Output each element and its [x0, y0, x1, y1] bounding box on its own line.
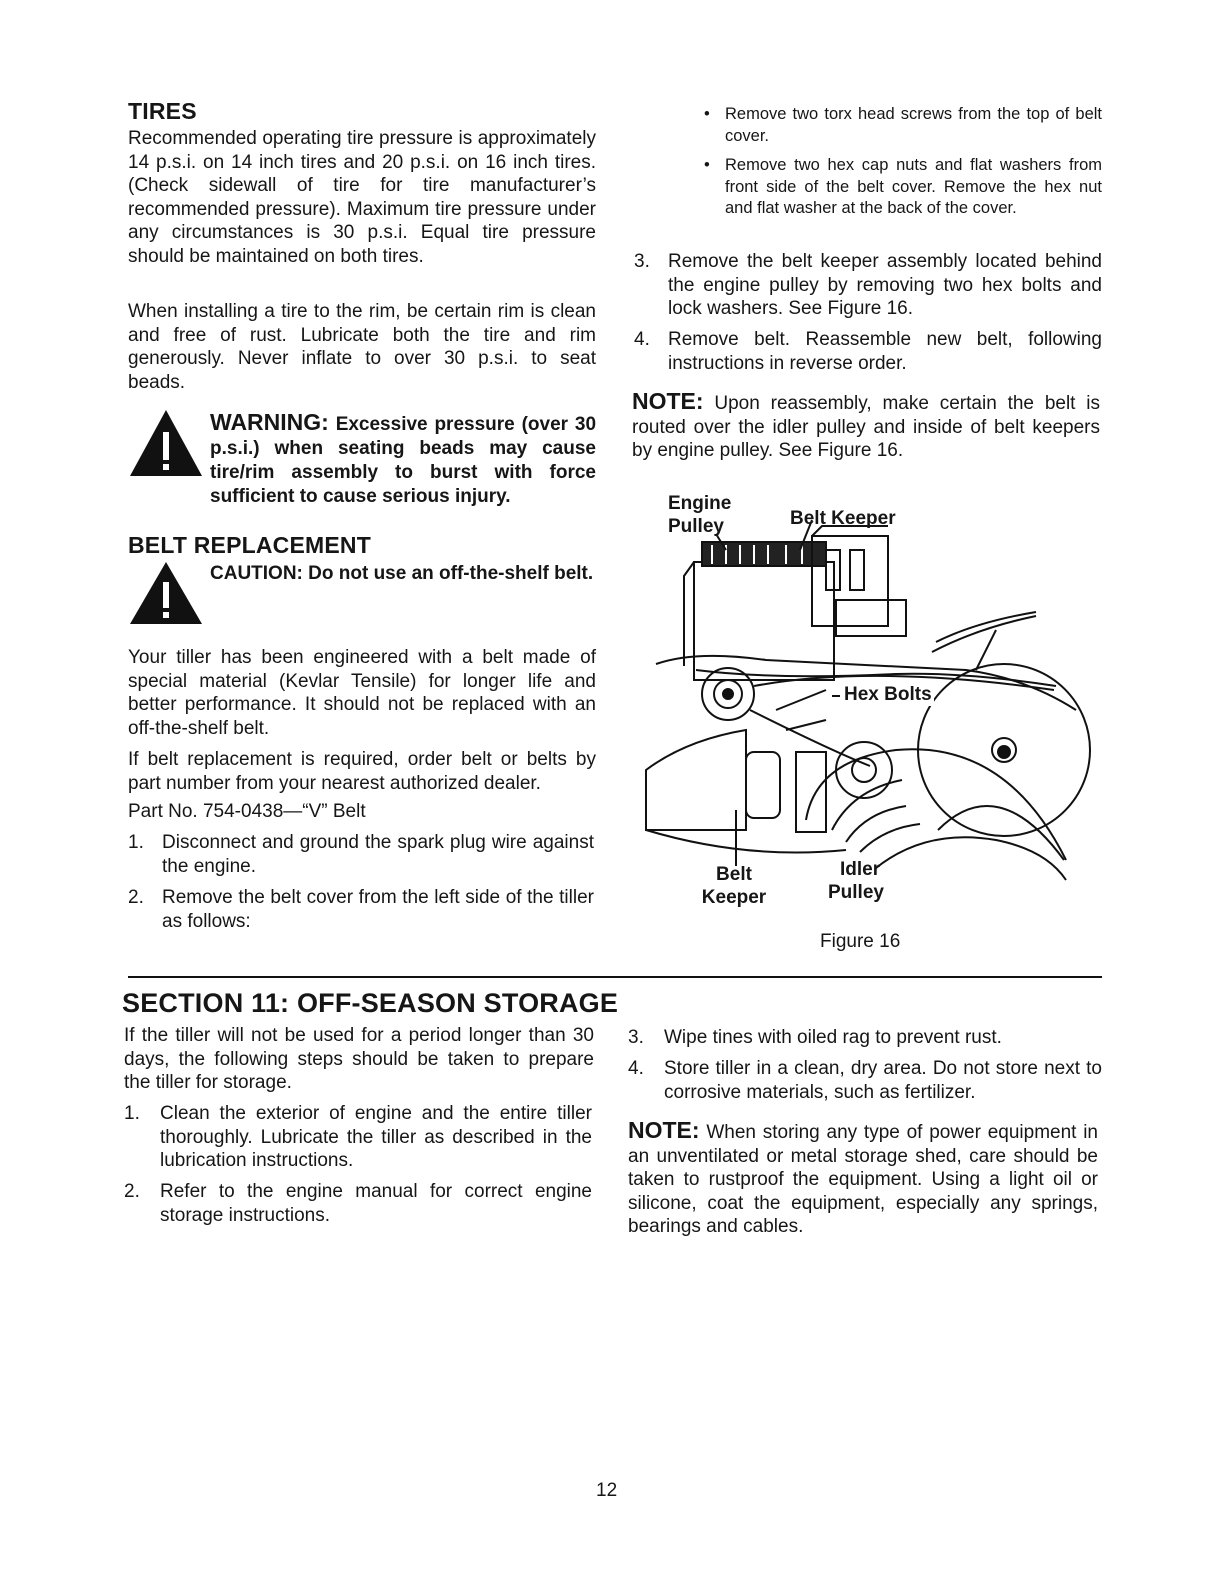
note-text: When storing any type of power equipment in an unventilated or metal storage shed, care should be taken to rustproof the equipment. Using a light oil or silicone, coat the equipment, especially any springs, bearings and cables.: [628, 1122, 1098, 1237]
list-item: 3. Remove the belt keeper assembly located behind the engine pulley by removing two hex bolts and lock washers. See Figure 16.: [634, 251, 1102, 319]
tires-warning: [128, 408, 598, 508]
belt-part-number: Part No. 754-0438—“V” Belt: [128, 801, 366, 822]
tires-paragraph-2: When installing a tire to the rim, be certain rim is clean and free of rust. Lubricate both the tire and rim generously. Never inflate to over 30 p.s.i. to seat beads.: [128, 301, 596, 393]
list-item: 3. Wipe tines with oiled rag to prevent rust.: [628, 1027, 1002, 1048]
label-hex-bolts: Hex Bolts: [844, 684, 932, 705]
warning-body: Excessive pressure (over 30 p.s.i.) when seating beads may cause tire/rim assembly to burst with force sufficient to cause serious injury.: [210, 414, 597, 507]
page-number: 12: [596, 1480, 618, 1501]
warning-triangle-icon: [128, 408, 204, 478]
warning-label: WARNING:: [210, 409, 329, 435]
list-item: • Remove two torx head screws from the top of belt cover.: [704, 105, 1102, 145]
caution-text: CAUTION: Do not use an off-the-shelf belt.: [210, 563, 594, 584]
storage-note: [628, 1119, 1098, 1239]
list-item: • Remove two hex cap nuts and flat washers from front side of the belt cover. Remove the hex nut and flat washer at the back of the cover.: [704, 156, 1102, 217]
label-engine-pulley: Engine Pulley: [668, 493, 732, 537]
figure-16: [636, 490, 1112, 960]
tires-paragraph-1: Recommended operating tire pressure is approximately 14 p.s.i. on 14 inch tires and 20 p.s.i. on 16 inch tires. (Check sidewall of tire for tire manufacturer’s recommended pressure). Maximum tire pressure under any circumstances is 30 p.s.i. Equal tire pressure should be maintained on both tires.: [128, 128, 596, 267]
list-item: 2. Refer to the engine manual for correct engine storage instructions.: [124, 1181, 592, 1226]
label-belt-keeper-top: Belt Keeper: [790, 508, 896, 529]
label-idler-pulley: Idler Pulley: [828, 859, 884, 903]
note-label: NOTE:: [628, 1117, 700, 1143]
belt-paragraph-2: If belt replacement is required, order belt or belts by part number from your nearest authorized dealer.: [128, 749, 596, 794]
list-item: 4. Remove belt. Reassemble new belt, following instructions in reverse order.: [634, 329, 1102, 374]
belt-paragraph-1: Your tiller has been engineered with a belt made of special material (Kevlar Tensile) for longer life and better performance. It should not be replaced with an off-the-shelf belt.: [128, 647, 596, 739]
belt-caution: [128, 560, 598, 630]
note-text: Upon reassembly, make certain the belt is routed over the idler pulley and inside of belt keepers by engine pulley. See Figure 16.: [632, 393, 1100, 461]
section-divider: [128, 976, 1102, 978]
figure-caption: Figure 16: [820, 931, 901, 952]
list-item: 4. Store tiller in a clean, dry area. Do not store next to corrosive materials, such as fertilizer.: [628, 1058, 1102, 1103]
belt-note: [632, 390, 1100, 463]
label-belt-keeper: Belt Keeper: [701, 864, 767, 908]
note-label: NOTE:: [632, 388, 704, 414]
caution-triangle-icon: [128, 560, 204, 626]
list-item: 1. Disconnect and ground the spark plug wire against the engine.: [128, 832, 594, 877]
list-item: 2. Remove the belt cover from the left side of the tiller as follows:: [128, 887, 594, 932]
list-item: 1. Clean the exterior of engine and the entire tiller thoroughly. Lubricate the tiller as described in the lubrication instructions.: [124, 1103, 592, 1171]
warning-text: [210, 410, 596, 509]
tires-heading: TIRES: [128, 98, 197, 124]
storage-intro: If the tiller will not be used for a period longer than 30 days, the following steps should be taken to prepare the tiller for storage.: [124, 1025, 594, 1093]
storage-section-heading: SECTION 11: OFF-SEASON STORAGE: [122, 988, 619, 1018]
belt-replacement-heading: BELT REPLACEMENT: [128, 532, 371, 558]
